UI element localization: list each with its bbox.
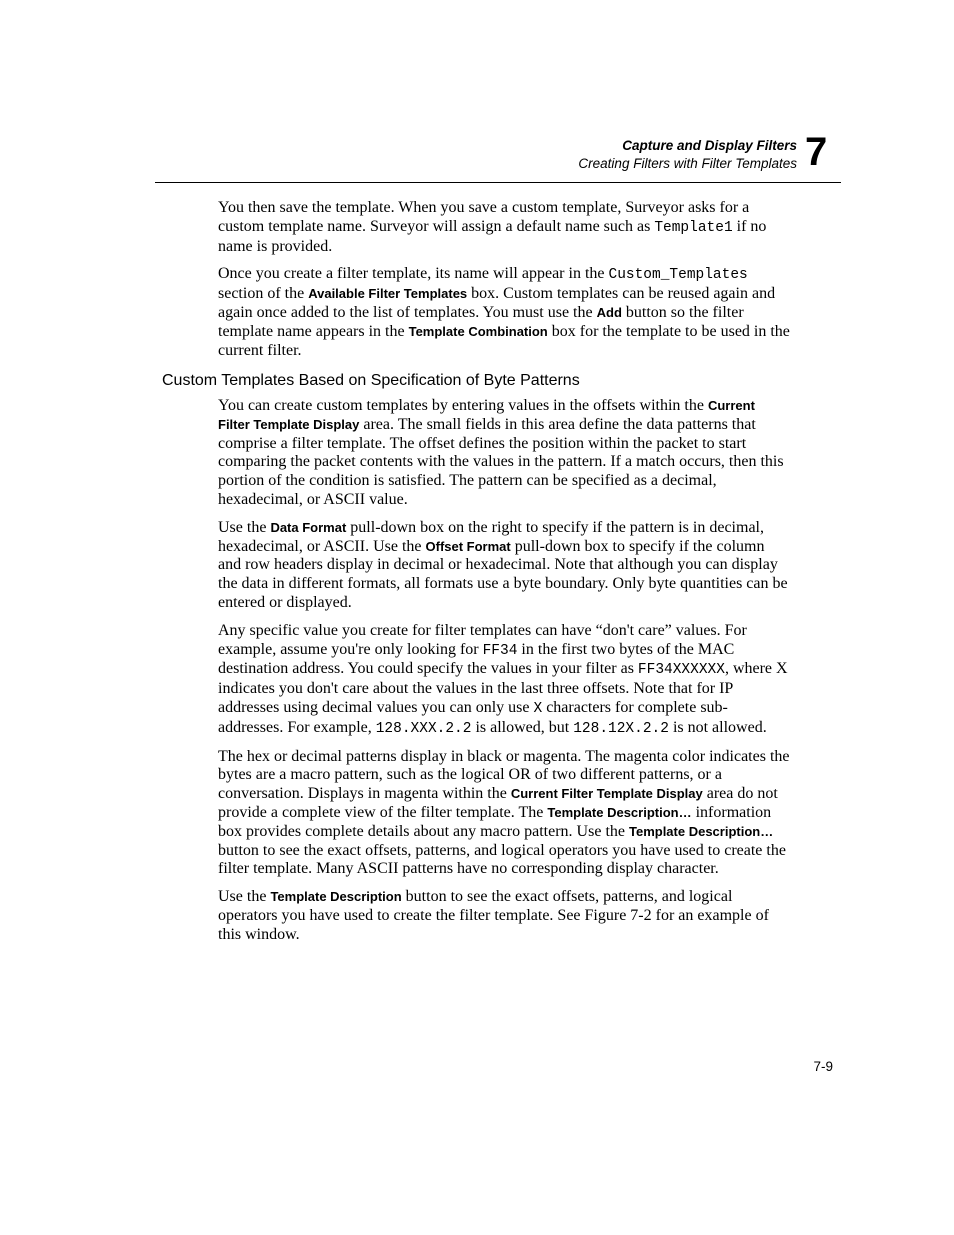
section-heading: Custom Templates Based on Specification of Byte Patterns	[162, 372, 580, 389]
paragraph-dont-care: Any specific value you create for filter templates can have “don't care” values. For example, assume you're only looking for FF34 in the first two bytes of the MAC destination address. You could specify the values in your filter as FF34XXXXXX, where X indicates you don't care about the values in the last three offsets. Note that for IP addresses using decimal values you can only use X characters for complete sub-addresses. For example, 128.XXX.2.2 is allowed, but 128.12X.2.2 is not allowed.	[218, 621, 788, 737]
ui-current-filter-template-display: Current Filter Template Display	[510, 786, 703, 802]
chapter-number: 7	[805, 130, 828, 174]
code-custom-templates: Custom_Templates	[608, 267, 748, 284]
code-template1: Template1	[654, 219, 733, 236]
code-ip-allowed: 128.XXX.2.2	[375, 720, 472, 737]
paragraph-offsets: You can create custom templates by entering values in the offsets within the Current Filter Template Display area. The small fields in this area define the data patterns that comprise a filter template. The offset defines the position within the packet to start comparing the packet contents with the values in the pattern. If a match occurs, then this portion of the condition is satisfied. The pattern can be specified as a decimal, hexadecimal, or ASCII value.	[218, 397, 784, 508]
page-number: 7-9	[813, 1059, 833, 1074]
paragraph-magenta: The hex or decimal patterns display in black or magenta. The magenta color indicates the bytes are a macro pattern, such as the logical OR of two different patterns, or a conversation. Displays in magenta within the Current Filter Template Display area do not provide a complete view of the filter template. The Template Description… information box provides complete details about any macro pattern. Use the Template Description… button to see the exact offsets, patterns, and logical operators you have used to create the filter template. Many ASCII patterns have no corresponding display character.	[218, 747, 790, 878]
ui-template-description: Template Description	[270, 889, 402, 905]
ui-template-description-box: Template Description…	[547, 804, 692, 820]
body-main	[218, 397, 790, 954]
ui-add-button-name: Add	[596, 304, 622, 320]
paragraph-save-template: You then save the template. When you save a custom template, Surveyor asks for a custom template name. Surveyor will assign a default name such as Template1 if no name is provided.	[218, 199, 767, 255]
body-top	[218, 199, 790, 369]
ui-offset-format: Offset Format	[425, 538, 511, 554]
header-rule	[155, 182, 841, 183]
ui-template-combination: Template Combination	[408, 323, 548, 339]
running-header-section-title: Creating Filters with Filter Templates	[578, 156, 797, 171]
ui-data-format: Data Format	[270, 519, 347, 535]
code-ff34: FF34	[482, 642, 518, 659]
code-x: X	[533, 700, 543, 717]
ui-available-filter-templates: Available Filter Templates	[308, 286, 468, 302]
ui-template-description-button: Template Description…	[628, 823, 774, 839]
paragraph-data-format: Use the Data Format pull-down box on the right to specify if the pattern is in decimal, hexadecimal, or ASCII. Use the Offset Format pull-down box to specify if the column and row headers display in decimal or hexadecimal. Note that although you can display the data in different formats, all formats use a byte boundary. Only byte quantities can be entered or displayed.	[218, 518, 788, 611]
running-header-chapter-title: Capture and Display Filters	[622, 138, 797, 153]
code-ip-not-allowed: 128.12X.2.2	[573, 720, 669, 737]
ui-current-filter-template-display: Current Filter Template Display	[218, 398, 755, 432]
paragraph-template-name: Once you create a filter template, its name will appear in the Custom_Templates section of the Available Filter Templates box. Custom templates can be reused again and again once added to the list of templates. You must use the Add button so the filter template name appears in the Template Combination box for the template to be used in the current filter.	[218, 265, 790, 359]
paragraph-template-description: Use the Template Description button to see the exact offsets, patterns, and logical operators you have used to create the filter template. See Figure 7-2 for an example of this window.	[218, 888, 769, 943]
code-ff34xxxxxx: FF34XXXXXX	[637, 662, 725, 679]
